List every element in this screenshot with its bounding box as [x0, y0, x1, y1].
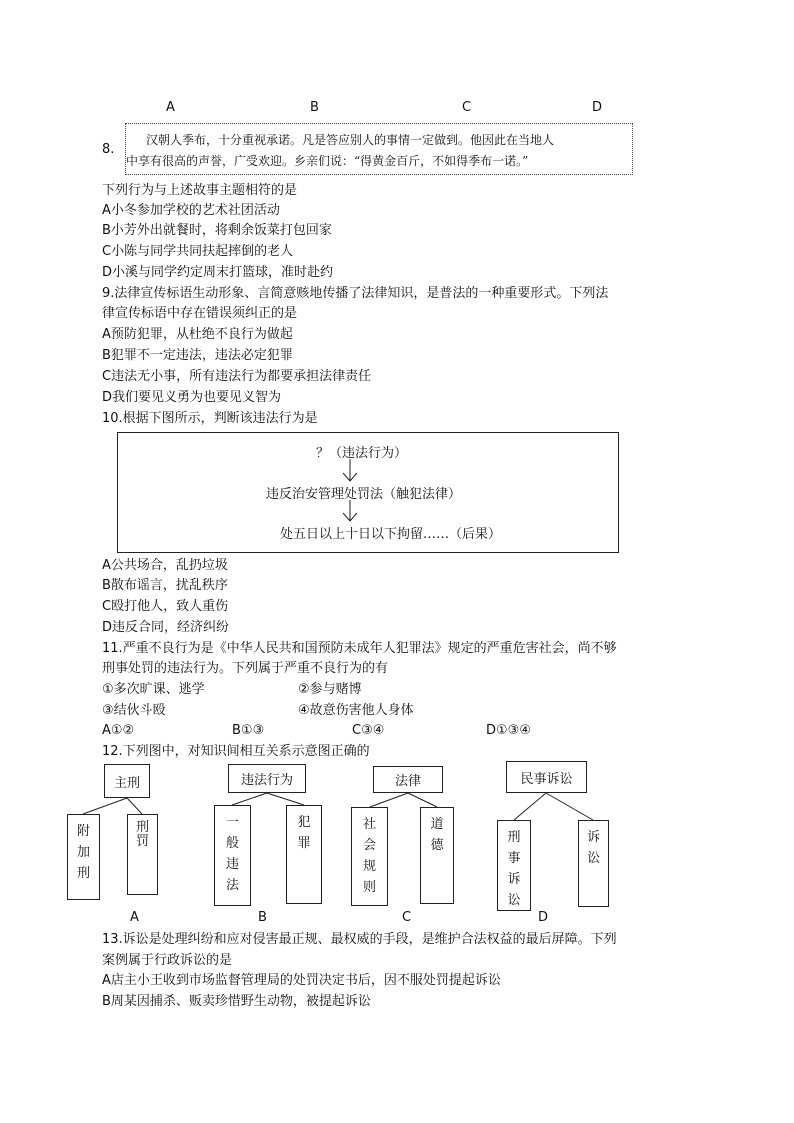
option: A预防犯罪，从杜绝不良行为做起 — [102, 327, 293, 342]
diagram-box-top: 法律 — [373, 766, 443, 793]
question-number: 8. — [102, 142, 115, 157]
option: A公共场合，乱扔垃圾 — [102, 558, 228, 573]
question-stem: 13.诉讼是处理纠纷和应对侵害最正规、最权威的手段，是维护合法权益的最后屏障。下列 — [102, 932, 617, 947]
diagram-box-top: 主刑 — [104, 764, 150, 798]
question-stem: 律宣传标语中存在错误须纠正的是 — [102, 306, 298, 321]
question-stem: 案例属于行政诉讼的是 — [102, 953, 233, 968]
diagram-box-left: 一般违法 — [214, 805, 251, 906]
choice: B①③ — [232, 723, 265, 738]
question-stem: 11.严重不良行为是《中华人民共和国预防未成年人犯罪法》规定的严重危害社会，尚不够 — [102, 641, 617, 656]
story-text: 中享有很高的声誉，广受欢迎。乡亲们说：“得黄金百斤，不如得季布一诺。” — [126, 154, 529, 168]
option: B小芳外出就餐时，将剩余饭菜打包回家 — [102, 223, 332, 238]
question-stem: 刑事处罚的违法行为。下列属于严重不良行为的有 — [102, 661, 389, 676]
diagram-label: C — [402, 910, 412, 925]
statement: ②参与赌博 — [298, 682, 362, 697]
flow-step: 处五日以上十日以下拘留……（后果） — [280, 527, 502, 542]
question-stem: 下列行为与上述故事主题相符的是 — [102, 183, 298, 198]
option: D小溪与同学约定周末打篮球，准时赴约 — [102, 265, 334, 280]
flow-step: 违反治安管理处罚法（触犯法律） — [266, 487, 462, 502]
option: C小陈与同学共同扶起摔倒的老人 — [102, 244, 294, 259]
story-text: 汉朝人季布，十分重视承诺。凡是答应别人的事情一定做到。他因此在当地人 — [146, 133, 555, 147]
q7-option-label: B — [310, 100, 319, 115]
statement: ③结伙斗殴 — [102, 703, 166, 718]
diagram-label: A — [130, 910, 139, 925]
choice: C③④ — [352, 723, 385, 738]
option: B犯罪不一定违法，违法必定犯罪 — [102, 348, 293, 363]
option: D违反合同，经济纠纷 — [102, 620, 230, 635]
choice: A①② — [102, 723, 135, 738]
diagram-box-right: 诉讼 — [578, 820, 609, 907]
option: B周某因捕杀、贩卖珍惜野生动物，被提起诉讼 — [102, 994, 371, 1009]
question-stem: 10.根据下图所示，判断该违法行为是 — [102, 411, 318, 426]
diagram-box-left: 刑事诉讼 — [497, 820, 531, 911]
question-stem: 9.法律宣传标语生动形象、言简意赅地传播了法律知识，是普法的一种重要形式。下列法 — [102, 286, 609, 301]
q7-option-label: C — [462, 100, 472, 115]
option: C殴打他人，致人重伤 — [102, 599, 229, 614]
q7-option-label: A — [166, 100, 175, 115]
statement: ④故意伤害他人身体 — [298, 703, 414, 718]
diagram-box-right: 刑罚 — [127, 814, 158, 895]
choice: D①③④ — [486, 723, 531, 738]
option: C违法无小事，所有违法行为都要承担法律责任 — [102, 369, 372, 384]
option: A小冬参加学校的艺术社团活动 — [102, 203, 280, 218]
diagram-box-top: 民事诉讼 — [506, 761, 587, 793]
diagram-box-right: 道德 — [420, 807, 454, 904]
option: B散布谣言，扰乱秩序 — [102, 578, 228, 593]
flow-step: ？（违法行为） — [316, 446, 408, 461]
diagram-box-left: 附加刑 — [67, 814, 100, 900]
diagram-box-top: 违法行为 — [228, 764, 306, 793]
diagram-label: B — [258, 910, 267, 925]
q7-option-label: D — [592, 100, 603, 115]
question-stem: 12.下列图中，对知识间相互关系示意图正确的 — [102, 744, 370, 759]
option: A店主小王收到市场监督管理局的处罚决定书后，因不服处罚提起诉讼 — [102, 973, 501, 988]
diagram-label: D — [538, 910, 549, 925]
option: D我们要见义勇为也要见义智为 — [102, 390, 282, 405]
statement: ①多次旷课、逃学 — [102, 682, 205, 697]
diagram-box-right: 犯罪 — [286, 805, 322, 904]
diagram-box-left: 社会规则 — [351, 807, 388, 906]
